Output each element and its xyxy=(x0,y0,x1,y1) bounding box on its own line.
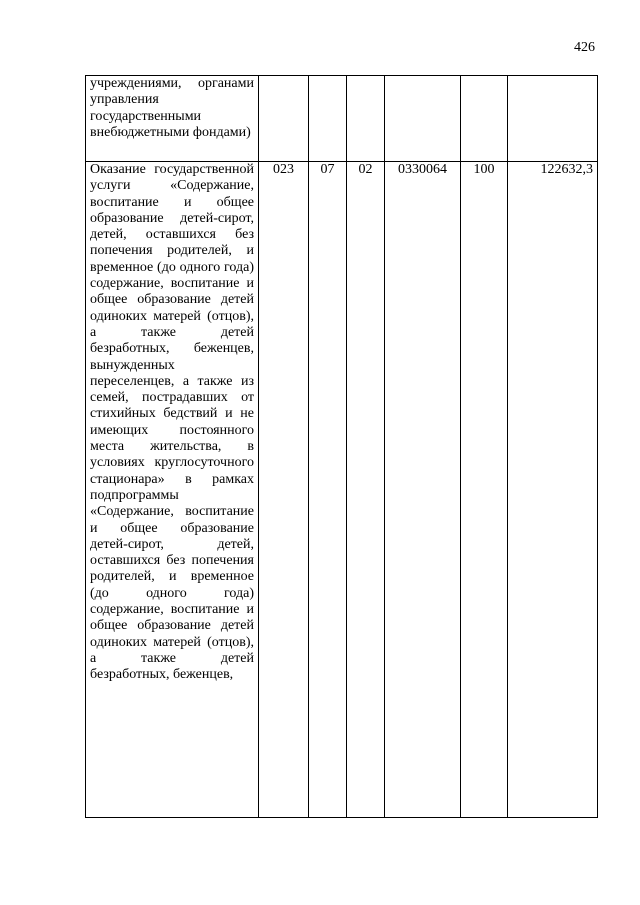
ministry-code-cell: 023 xyxy=(259,162,309,818)
row-name-cell: Оказание государственной услуги «Содержание, воспитание и общее образование детей-сирот, детей, оставшихся без попечения родителей, и временное (до одного года) содержание, воспитание и общее образование детей одиноких матерей (отцов), а также детей безработных, беженцев, вынужденных переселенцев, а также из семей, пострадавших от стихийных бедствий и не имеющих постоянного места жительства, в условиях круглосуточного стационара» в рамках подпрограммы «Содержание, воспитание и общее образование детей-сирот, детей, оставшихся без попечения родителей, и временное (до одного года) содержание, воспитание и общее образование детей одиноких матерей (отцов), а также детей безработных, беженцев, xyxy=(86,162,259,818)
target-article-cell xyxy=(385,76,461,162)
amount-cell: 122632,3 xyxy=(508,162,598,818)
page-number: 426 xyxy=(574,40,595,55)
ministry-code-cell xyxy=(259,76,309,162)
expense-type-cell: 100 xyxy=(461,162,508,818)
target-article-cell: 0330064 xyxy=(385,162,461,818)
subsection-code-cell: 02 xyxy=(347,162,385,818)
table-row-main xyxy=(86,162,598,818)
subsection-code-cell xyxy=(347,76,385,162)
section-code-cell: 07 xyxy=(309,162,347,818)
amount-cell xyxy=(508,76,598,162)
row-name-cell: учреждениями, органами управления государственными внебюджетными фондами) xyxy=(86,76,259,162)
expense-type-cell xyxy=(461,76,508,162)
section-code-cell xyxy=(309,76,347,162)
budget-table xyxy=(85,75,598,818)
table-row-continuation xyxy=(86,76,598,162)
